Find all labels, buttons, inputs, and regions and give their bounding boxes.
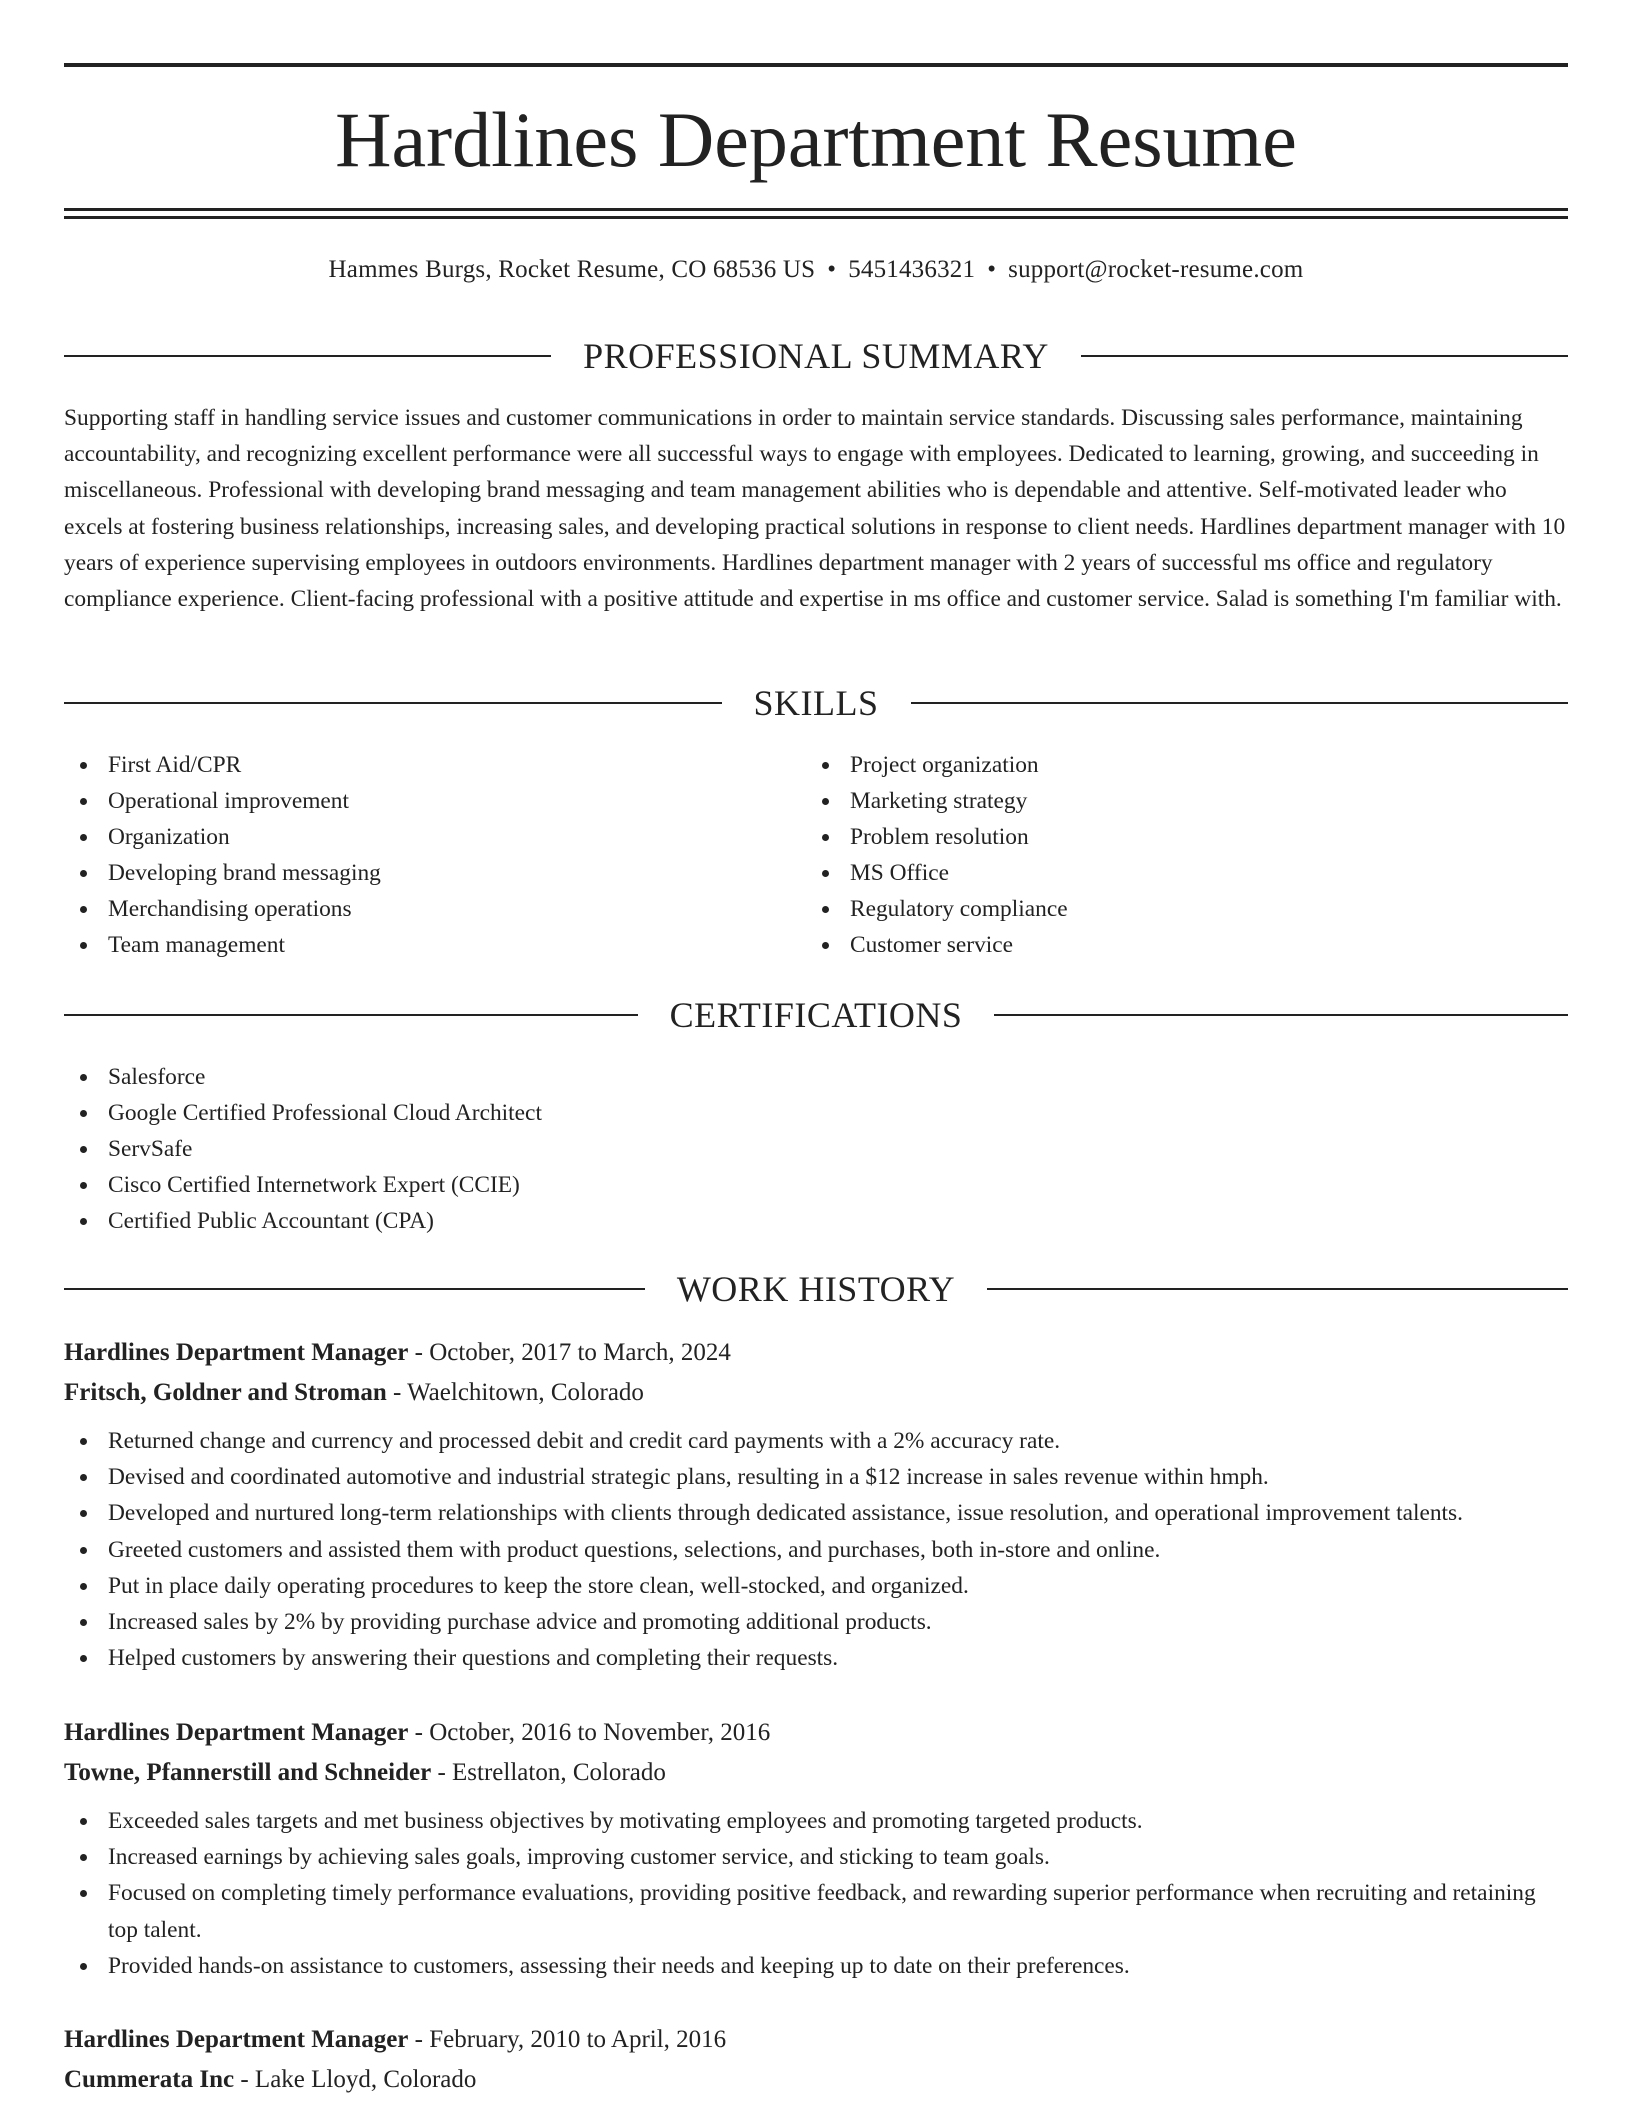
job-company: Towne, Pfannerstill and Schneider bbox=[64, 1759, 432, 1786]
job-entry bbox=[64, 1713, 1568, 1984]
skill-item: Project organization bbox=[806, 747, 1068, 783]
job-company: Cummerata Inc bbox=[64, 2066, 235, 2093]
job-bullet: Focused on completing timely performance evaluations, providing positive feedback, and rewarding superior performance when recruiting and retaining top talent. bbox=[64, 1875, 1568, 1947]
skill-item: Customer service bbox=[806, 927, 1068, 963]
job-company: Fritsch, Goldner and Stroman bbox=[64, 1379, 387, 1406]
skills-heading-label: SKILLS bbox=[753, 683, 879, 723]
job-title: Hardlines Department Manager bbox=[64, 2026, 409, 2053]
job-bullet: Developed and nurtured long-term relationships with clients through dedicated assistance, issue resolution, and operational improvement talents. bbox=[64, 1495, 1568, 1531]
contact-phone: 5451436321 bbox=[848, 256, 976, 283]
top-rule bbox=[64, 63, 1568, 67]
job-company-line bbox=[64, 2060, 1568, 2100]
heading-rule bbox=[911, 702, 1569, 704]
heading-rule bbox=[1081, 355, 1568, 357]
resume-title: Hardlines Department Resume bbox=[335, 96, 1297, 183]
job-title: Hardlines Department Manager bbox=[64, 1339, 409, 1366]
certifications-section-heading bbox=[64, 995, 1568, 1035]
summary-text: Supporting staff in handling service issues and customer communications in order to maintain service standards. Discussing sales performance, maintaining accountability, and recognizing excellent performance were all successful ways to engage with employees. Dedicated to learning, growing, and succeeding in miscellaneous. Professional with developing brand messaging and team management abilities who is dependable and attentive. Self-motivated leader who excels at fostering business relationships, increasing sales, and developing practical solutions in response to client needs. Hardlines department manager with 10 years of experience supervising employees in outdoors environments. Hardlines department manager with 2 years of successful ms office and regulatory compliance experience. Client-facing professional with a positive attitude and expertise in ms office and customer service. Salad is something I'm familiar with. bbox=[64, 405, 1566, 613]
contact-separator: • bbox=[827, 256, 837, 283]
contact-address: Hammes Burgs, Rocket Resume, CO 68536 US bbox=[328, 256, 816, 283]
skill-item: Organization bbox=[64, 819, 381, 855]
contact-line bbox=[64, 253, 1568, 287]
skill-item: Team management bbox=[64, 927, 381, 963]
skill-item: Merchandising operations bbox=[64, 891, 381, 927]
title-rule-upper bbox=[64, 208, 1568, 211]
job-bullet: Returned change and currency and processed debit and credit card payments with a 2% accuracy rate. bbox=[64, 1423, 1568, 1459]
skills-section-heading bbox=[64, 683, 1568, 723]
job-location: - Lake Lloyd, Colorado bbox=[234, 2066, 477, 2093]
heading-rule bbox=[994, 1014, 1568, 1016]
job-entry bbox=[64, 2020, 1568, 2100]
heading-rule bbox=[64, 355, 551, 357]
summary-heading-label: PROFESSIONAL SUMMARY bbox=[583, 336, 1049, 376]
certification-item: Cisco Certified Internetwork Expert (CCIE) bbox=[64, 1167, 542, 1203]
job-bullet: Helped customers by answering their questions and completing their requests. bbox=[64, 1640, 1568, 1676]
job-bullets bbox=[64, 1803, 1568, 1984]
job-title-line bbox=[64, 2020, 1568, 2060]
heading-rule bbox=[987, 1288, 1568, 1290]
skill-item: Operational improvement bbox=[64, 783, 381, 819]
contact-separator: • bbox=[987, 256, 997, 283]
job-location: - Waelchitown, Colorado bbox=[386, 1379, 644, 1406]
work-heading-label: WORK HISTORY bbox=[676, 1269, 956, 1309]
skills-list-right bbox=[806, 747, 1068, 963]
job-entry bbox=[64, 1333, 1568, 1676]
job-bullet: Exceeded sales targets and met business objectives by motivating employees and promoting targeted products. bbox=[64, 1803, 1568, 1839]
job-company-line bbox=[64, 1373, 1568, 1413]
work-section-heading bbox=[64, 1269, 1568, 1309]
job-dates: - February, 2010 to April, 2016 bbox=[408, 2026, 727, 2053]
job-bullet: Increased sales by 2% by providing purchase advice and promoting additional products. bbox=[64, 1604, 1568, 1640]
job-company-line bbox=[64, 1753, 1568, 1793]
heading-rule bbox=[64, 1288, 645, 1290]
summary-section-heading bbox=[64, 336, 1568, 376]
job-bullet: Put in place daily operating procedures to keep the store clean, well-stocked, and organized. bbox=[64, 1568, 1568, 1604]
certifications-heading-label: CERTIFICATIONS bbox=[669, 995, 963, 1035]
job-title: Hardlines Department Manager bbox=[64, 1719, 409, 1746]
job-dates: - October, 2017 to March, 2024 bbox=[408, 1339, 731, 1366]
job-dates: - October, 2016 to November, 2016 bbox=[408, 1719, 771, 1746]
certifications-list bbox=[64, 1059, 542, 1239]
title-rule-lower bbox=[64, 216, 1568, 219]
job-bullet: Greeted customers and assisted them with product questions, selections, and purchases, both in-store and online. bbox=[64, 1532, 1568, 1568]
heading-rule bbox=[64, 1014, 638, 1016]
job-bullet: Provided hands-on assistance to customers, assessing their needs and keeping up to date on their preferences. bbox=[64, 1948, 1568, 1984]
skill-item: Developing brand messaging bbox=[64, 855, 381, 891]
certification-item: Google Certified Professional Cloud Architect bbox=[64, 1095, 542, 1131]
certification-item: ServSafe bbox=[64, 1131, 542, 1167]
certification-item: Salesforce bbox=[64, 1059, 542, 1095]
job-title-line bbox=[64, 1333, 1568, 1373]
skill-item: Regulatory compliance bbox=[806, 891, 1068, 927]
job-bullets bbox=[64, 1423, 1568, 1676]
certification-item: Certified Public Accountant (CPA) bbox=[64, 1203, 542, 1239]
contact-email[interactable]: support@rocket-resume.com bbox=[1008, 256, 1304, 283]
job-title-line bbox=[64, 1713, 1568, 1753]
skills-list-left bbox=[64, 747, 381, 963]
job-location: - Estrellaton, Colorado bbox=[431, 1759, 666, 1786]
skill-item: First Aid/CPR bbox=[64, 747, 381, 783]
job-bullet: Devised and coordinated automotive and industrial strategic plans, resulting in a $12 increase in sales revenue within hmph. bbox=[64, 1459, 1568, 1495]
heading-rule bbox=[64, 702, 722, 704]
job-bullet: Increased earnings by achieving sales goals, improving customer service, and sticking to team goals. bbox=[64, 1839, 1568, 1875]
skill-item: MS Office bbox=[806, 855, 1068, 891]
skill-item: Problem resolution bbox=[806, 819, 1068, 855]
skill-item: Marketing strategy bbox=[806, 783, 1068, 819]
